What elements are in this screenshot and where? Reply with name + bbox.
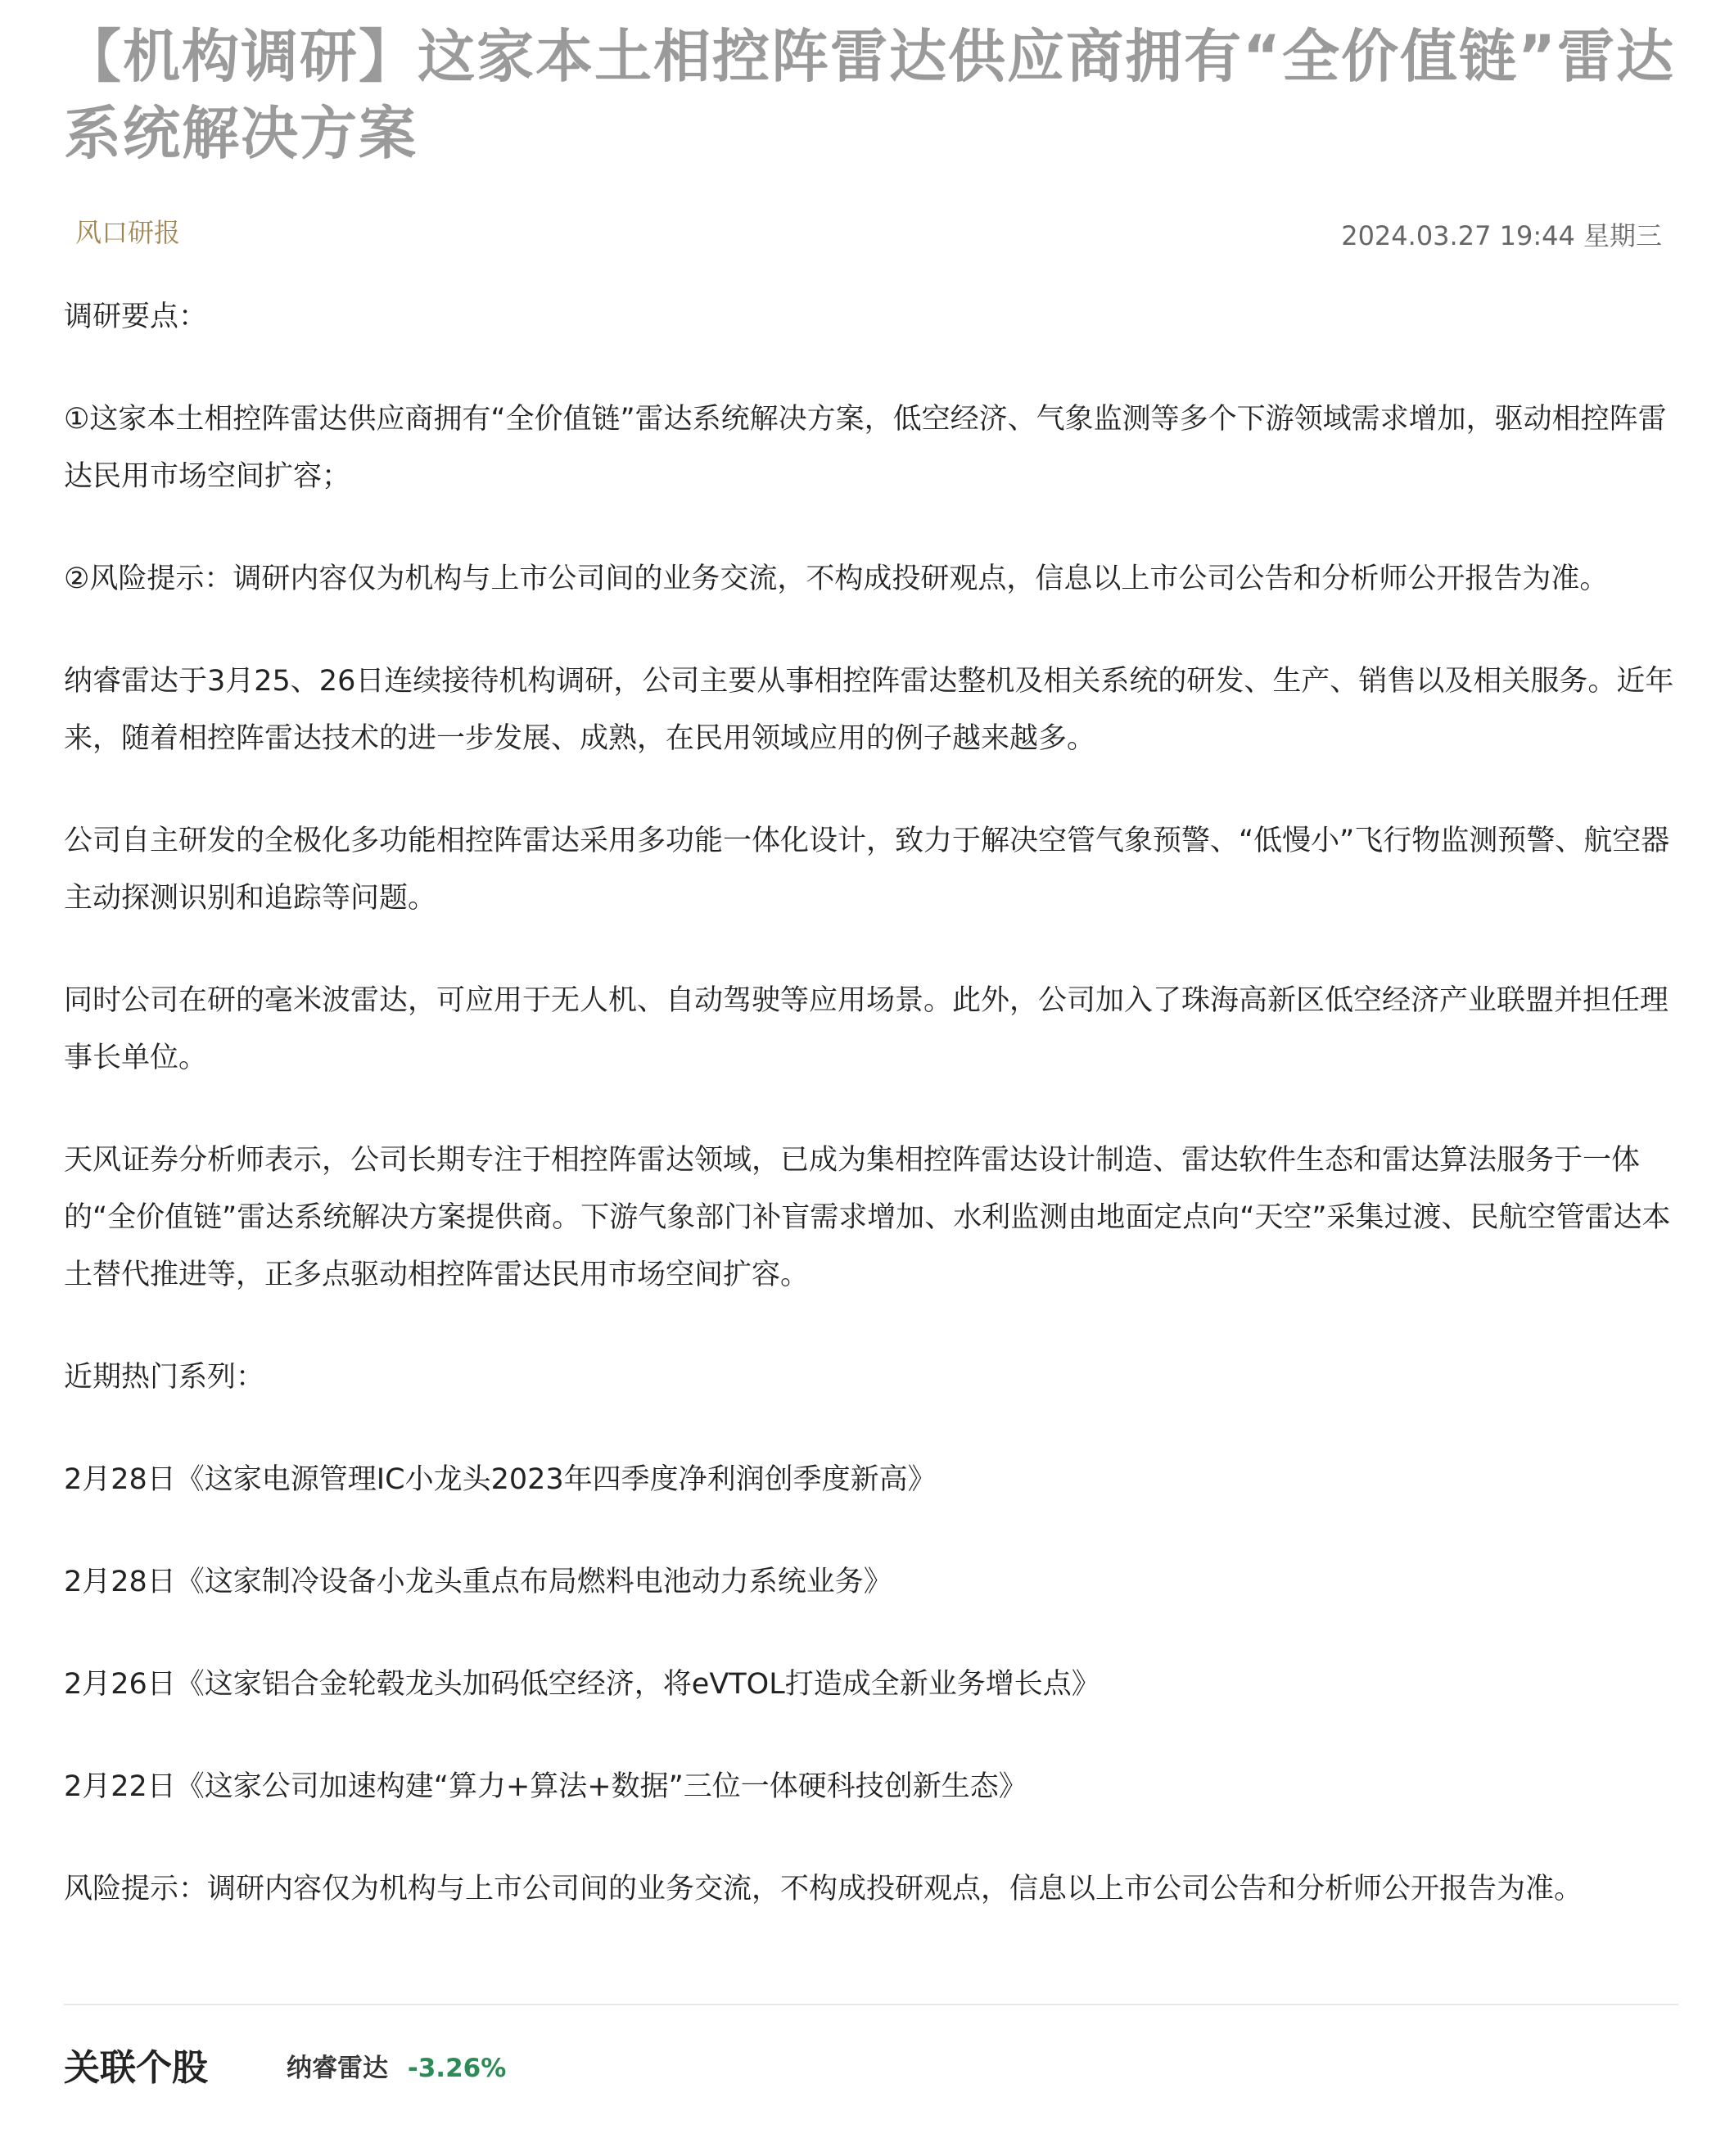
key-point-2: ②风险提示：调研内容仅为机构与上市公司间的业务交流，不构成投研观点，信息以上市公司公告和分析师公开报告为准。 [64,563,1609,595]
related-stocks [64,2039,1678,2096]
series-heading: 近期热门系列： [64,1361,265,1394]
source-link[interactable]: 风口研报 [75,217,181,248]
related-stocks-heading: 关联个股 [64,2047,208,2089]
series-item [64,1656,1678,1713]
body-paragraph: 同时公司在研的毫米波雷达，可应用于无人机、自动驾驶等应用场景。此外，公司加入了珠海高新区低空经济产业联盟并担任理事长单位。 [64,984,1669,1074]
stock-name: 纳睿雷达 [287,2054,388,2083]
body-paragraph: 公司自主研发的全极化多功能相控阵雷达采用多功能一体化设计，致力于解决空管气象预警、“低慢小”飞行物监测预警、航空器主动探测识别和追踪等问题。 [64,825,1670,915]
series-link[interactable]: 2月26日《这家铝合金轮毂龙头加码低空经济，将eVTOL打造成全新业务增长点》 [64,1668,1100,1701]
key-points-heading: 调研要点： [64,301,208,333]
body-paragraph: 天风证券分析师表示，公司长期专注于相控阵雷达领域，已成为集相控阵雷达设计制造、雷达软件生态和雷达算法服务于一体的“全价值链”雷达系统解决方案提供商。下游气象部门补盲需求增加、水利监测由地面定点向“天空”采集过渡、民航空管雷达本土替代推进等，正多点驱动相控阵雷达民用市场空间扩容。 [64,1144,1671,1291]
publish-datetime: 2024.03.27 19:44 星期三 [1341,220,1662,251]
risk-note: 风险提示：调研内容仅为机构与上市公司间的业务交流，不构成投研观点，信息以上市公司公告和分析师公开报告为准。 [64,1873,1583,1905]
article-meta [64,174,1678,288]
article-body [64,288,1678,1918]
stock-chip[interactable] [287,2050,506,2086]
series-item [64,1451,1678,1508]
series-link[interactable]: 2月28日《这家电源管理IC小龙头2023年四季度净利润创季度新高》 [64,1463,937,1496]
series-link[interactable]: 2月28日《这家制冷设备小龙头重点布局燃料电池动力系统业务》 [64,1566,892,1598]
body-paragraph: 纳睿雷达于3月25、26日连续接待机构调研，公司主要从事相控阵雷达整机及相关系统的研发、生产、销售以及相关服务。近年来，随着相控阵雷达技术的进一步发展、成熟，在民用领域应用的例子越来越多。 [64,665,1674,755]
section-divider [64,2004,1678,2005]
series-link[interactable]: 2月22日《这家公司加速构建“算力+算法+数据”三位一体硬科技创新生态》 [64,1770,1027,1803]
series-item [64,1553,1678,1611]
article-title: 【机构调研】这家本土相控阵雷达供应商拥有“全价值链”雷达系统解决方案 [64,23,1676,167]
article-page [64,0,1678,2089]
stock-change: -3.26% [407,2054,507,2083]
series-item [64,1758,1678,1815]
key-point-1: ①这家本土相控阵雷达供应商拥有“全价值链”雷达系统解决方案，低空经济、气象监测等多个下游领域需求增加，驱动相控阵雷达民用市场空间扩容； [64,403,1667,493]
